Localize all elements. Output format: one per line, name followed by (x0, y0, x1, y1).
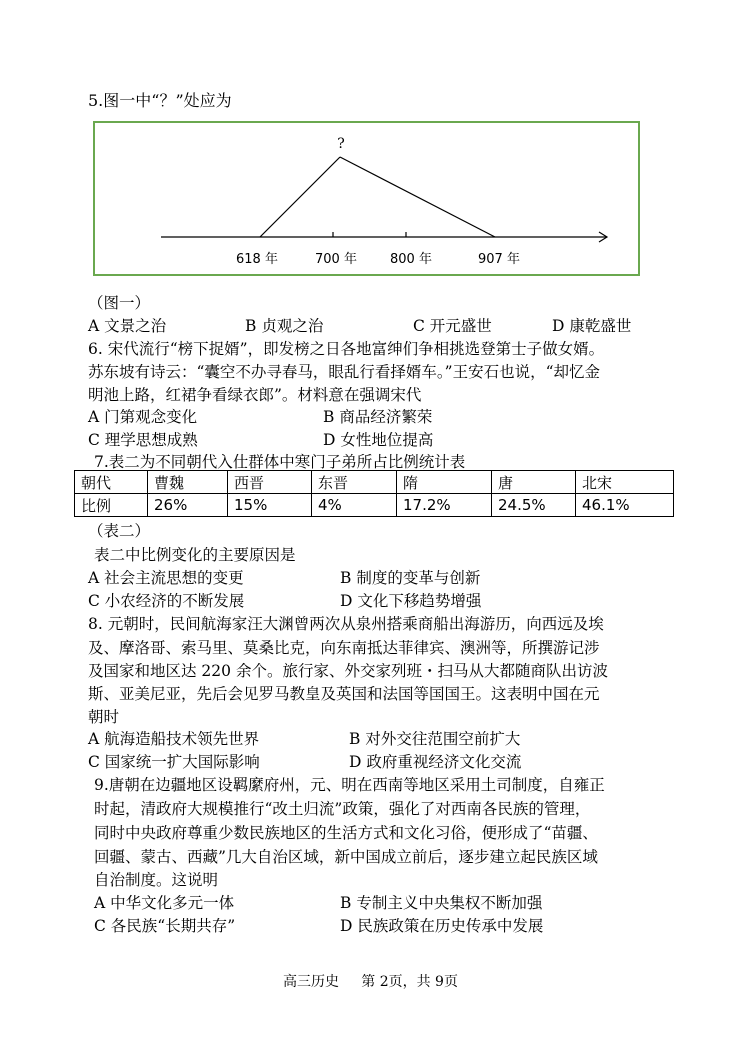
figure-timeline (93, 121, 640, 276)
q6-option-b: B 商品经济繁荣 (323, 408, 433, 426)
table-row (75, 494, 674, 517)
q7-option-b: B 制度的变革与创新 (340, 569, 481, 587)
q5-option-d: D 康乾盛世 (552, 317, 632, 335)
q7-question: 表二中比例变化的主要原因是 (94, 546, 296, 564)
q9-line-4: 回疆、蒙古、西藏”几大自治区域，新中国成立前后，逐步建立起民族区域 (94, 848, 598, 866)
q9-line-5: 自治制度。这说明 (94, 871, 219, 889)
table-cell: 隋 (397, 471, 492, 494)
q5-option-a: A 文景之治 (88, 317, 167, 335)
q7-stem: 7.表二为不同朝代入仕群体中寒门子弟所占比例统计表 (94, 453, 466, 471)
table-cell: 唐 (492, 471, 576, 494)
table-cell: 比例 (75, 494, 148, 517)
q8-option-c: C 国家统一扩大国际影响 (88, 753, 260, 771)
q8-line-5: 朝时 (88, 708, 120, 726)
q9-line-1: 9.唐朝在边疆地区设羁縻府州，元、明在西南等地区采用土司制度，自雍正 (94, 776, 605, 794)
tick-label-800: 800 年 (390, 252, 432, 267)
q7-option-d: D 文化下移趋势增强 (340, 592, 482, 610)
q6-option-a: A 门第观念变化 (88, 408, 198, 426)
table-header-row (75, 471, 674, 494)
q5-stem: 5.图一中“？”处应为 (88, 91, 232, 110)
tick-label-907: 907 年 (478, 252, 520, 267)
q8-option-b: B 对外交往范围空前扩大 (349, 730, 521, 748)
table-cell: 4% (312, 494, 397, 517)
table-cell: 东晋 (312, 471, 397, 494)
q5-option-b: B 贞观之治 (245, 317, 324, 335)
q9-option-d: D 民族政策在历史传承中发展 (340, 917, 544, 935)
q6-line-3: 明池上路，红裙争看绿衣郎”。材料意在强调宋代 (88, 386, 422, 404)
rise-line (260, 157, 340, 237)
q9-option-b: B 专制主义中央集权不断加强 (340, 894, 543, 912)
q8-line-3: 及国家和地区达 220 余个。旅行家、外交家列班・扫马从大都随商队出访波 (88, 662, 608, 680)
stats-table (74, 470, 674, 517)
q8-option-d: D 政府重视经济文化交流 (349, 753, 522, 771)
q9-line-3: 同时中央政府尊重少数民族地区的生活方式和文化习俗，便形成了“苗疆、 (94, 824, 598, 842)
q8-line-1: 8. 元朝时，民间航海家汪大渊曾两次从泉州搭乘商船出海游历，向西远及埃 (88, 615, 604, 633)
figure-caption: （图一） (88, 294, 151, 312)
q9-option-a: A 中华文化多元一体 (94, 894, 235, 912)
table-cell: 曹魏 (148, 471, 228, 494)
q6-option-d: D 女性地位提高 (323, 431, 434, 449)
q7-option-a: A 社会主流思想的变更 (88, 569, 244, 587)
q6-line-1: 6. 宋代流行“榜下捉婿”，即发榜之日各地富绅们争相挑选登第士子做女婿。 (88, 340, 605, 358)
timeline-diagram (95, 123, 642, 278)
tick-label-618: 618 年 (236, 252, 278, 267)
q6-option-c: C 理学思想成熟 (88, 431, 198, 449)
q5-option-c: C 开元盛世 (413, 317, 492, 335)
table-caption: （表二） (88, 522, 151, 540)
table-cell: 46.1% (576, 494, 674, 517)
q9-line-2: 时起，清政府大规模推行“改土归流”政策，强化了对西南各民族的管理， (94, 800, 591, 818)
peak-label: ? (337, 136, 345, 152)
fall-line (340, 157, 495, 237)
table-cell: 24.5% (492, 494, 576, 517)
q8-option-a: A 航海造船技术领先世界 (88, 730, 260, 748)
table-cell: 17.2% (397, 494, 492, 517)
q8-line-4: 斯、亚美尼亚，先后会见罗马教皇及英国和法国等国国王。这表明中国在元 (88, 685, 600, 703)
q6-line-2: 苏东坡有诗云：“囊空不办寻春马，眼乱行看择婿车。”王安石也说，“却忆金 (88, 363, 601, 381)
tick-label-700: 700 年 (315, 252, 357, 267)
table-cell: 26% (148, 494, 228, 517)
q7-option-c: C 小农经济的不断发展 (88, 592, 245, 610)
table-cell: 15% (228, 494, 312, 517)
table-cell: 朝代 (75, 471, 148, 494)
q8-line-2: 及、摩洛哥、索马里、莫桑比克，向东南抵达菲律宾、澳洲等，所撰游记涉 (88, 639, 600, 657)
page-footer: 高三历史 第 2页，共 9页 (283, 974, 458, 990)
table-cell: 北宋 (576, 471, 674, 494)
table-cell: 西晋 (228, 471, 312, 494)
q9-option-c: C 各民族“长期共存” (94, 917, 236, 935)
